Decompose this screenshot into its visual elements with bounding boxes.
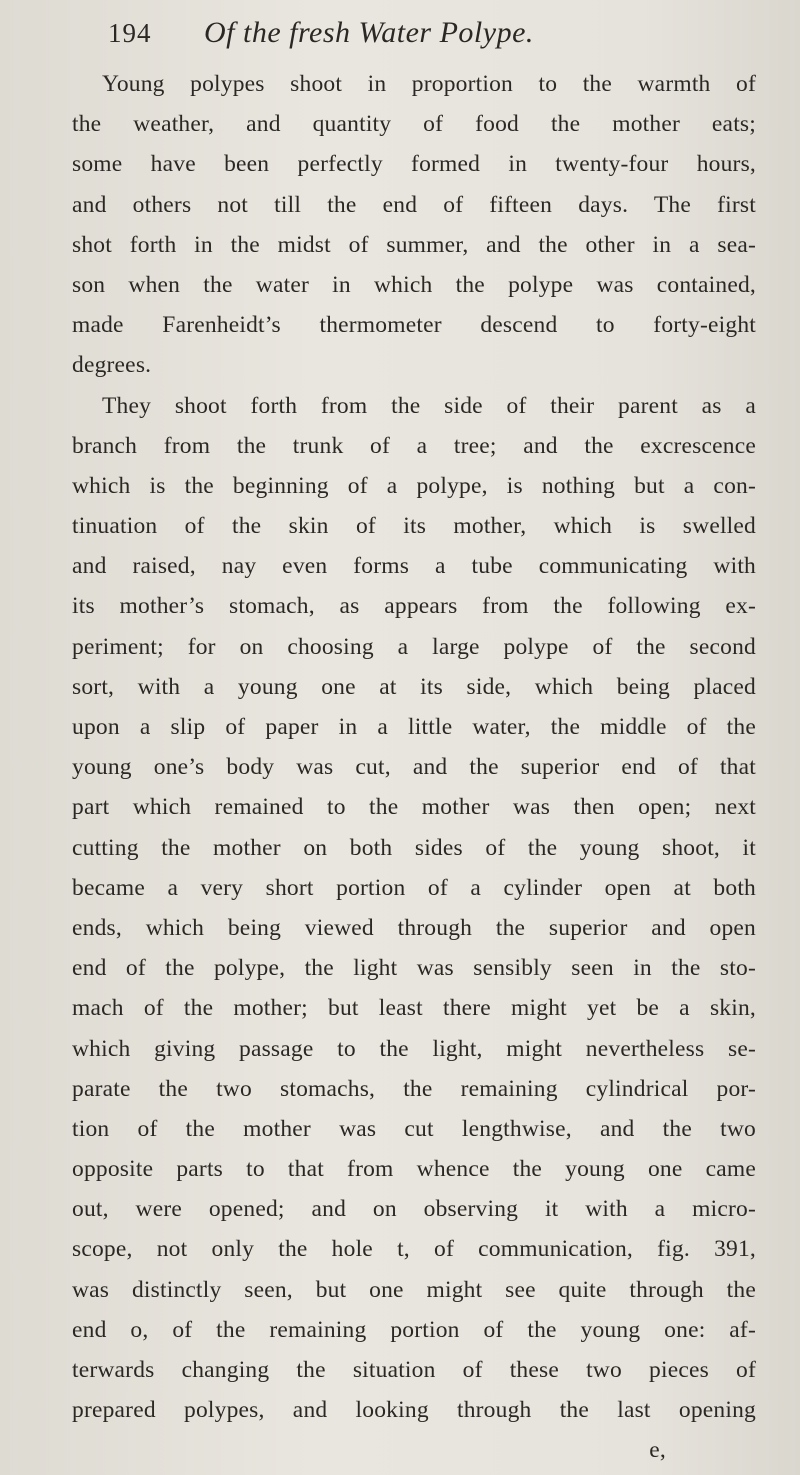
text-line: shot forth in the midst of summer, and the other in a sea- — [72, 231, 756, 258]
text-line: parate the two stomachs, the remaining cylindrical por- — [72, 1075, 756, 1102]
text-line: ends, which being viewed through the superior and open — [72, 914, 756, 941]
text-line: which giving passage to the light, might nevertheless se- — [72, 1035, 756, 1062]
text-line: scope, not only the hole t, of communication, fig. 391, — [72, 1236, 756, 1263]
text-line: out, were opened; and on observing it with a micro- — [72, 1196, 756, 1223]
text-line: the weather, and quantity of food the mother eats; — [72, 111, 756, 138]
text-line: They shoot forth from the side of their parent as a — [102, 392, 756, 419]
text-line: end o, of the remaining portion of the young one: af- — [72, 1316, 756, 1343]
text-line: periment; for on choosing a large polype of the second — [72, 633, 756, 660]
text-line: opposite parts to that from whence the young one came — [72, 1156, 756, 1183]
text-line: end of the polype, the light was sensibly seen in the sto- — [72, 955, 756, 982]
text-line: became a very short portion of a cylinder open at both — [72, 874, 756, 901]
text-line: was distinctly seen, but one might see quite through the — [72, 1276, 756, 1303]
text-line: cutting the mother on both sides of the young shoot, it — [72, 834, 756, 861]
text-line: degrees. — [72, 352, 152, 379]
text-line: mach of the mother; but least there might yet be a skin, — [72, 995, 756, 1022]
text-line: its mother’s stomach, as appears from the following ex- — [72, 593, 756, 620]
page-header — [108, 16, 708, 56]
text-line: upon a slip of paper in a little water, the middle of the — [72, 714, 756, 740]
body-text — [72, 64, 756, 1471]
text-line: sort, with a young one at its side, which being placed — [72, 673, 756, 700]
text-line: part which remained to the mother was then open; next — [72, 794, 756, 821]
text-line: and raised, nay even forms a tube communicating with — [72, 553, 756, 580]
text-line: and others not till the end of fifteen days. The first — [72, 191, 756, 218]
text-line: tion of the mother was cut lengthwise, and the two — [72, 1115, 756, 1142]
text-line: made Farenheidt’s thermometer descend to forty-eight — [72, 312, 756, 339]
catchword: e, — [649, 1437, 666, 1464]
page-number: 194 — [108, 18, 152, 48]
text-line: branch from the trunk of a tree; and the excrescence — [72, 432, 756, 459]
text-line: terwards changing the situation of these two pieces of — [72, 1357, 756, 1383]
text-line: Young polypes shoot in proportion to the warmth of — [102, 71, 756, 97]
text-line: tinuation of the skin of its mother, which is swelled — [72, 513, 756, 540]
text-line: which is the beginning of a polype, is nothing but a con- — [72, 472, 756, 499]
text-line: prepared polypes, and looking through the last opening — [72, 1397, 756, 1424]
text-line: son when the water in which the polype was contained, — [72, 271, 756, 298]
running-title: Of the fresh Water Polype. — [204, 16, 534, 49]
text-line: young one’s body was cut, and the superior end of that — [72, 754, 756, 781]
text-line: some have been perfectly formed in twenty-four hours, — [72, 151, 756, 178]
